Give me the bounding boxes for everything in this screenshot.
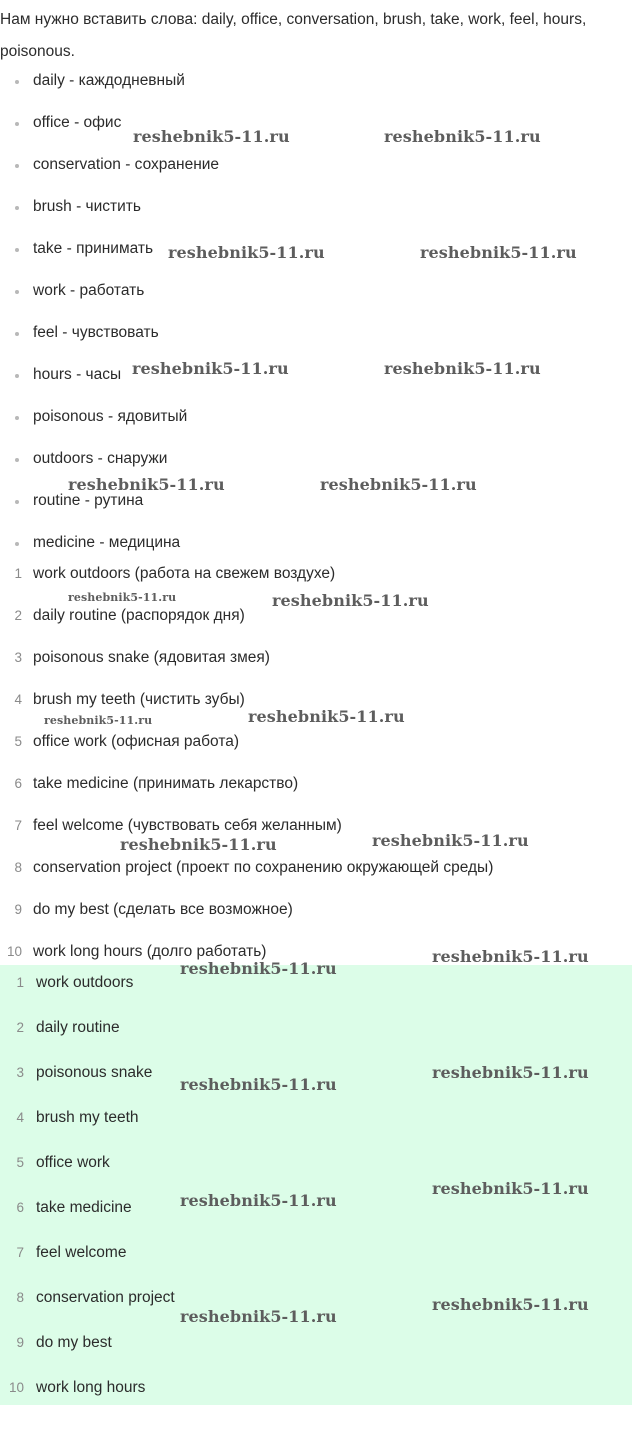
vocabulary-item: take - принимать [33,240,154,257]
watermark: reshebnik5-11.ru [180,1075,337,1094]
vocabulary-item: hours - часы [33,366,122,383]
answer-text: work outdoors [36,974,134,991]
bullet-icon [15,332,19,336]
item-number: 5 [16,1155,24,1170]
phrase-text: do my best (сделать все возможное) [33,901,293,918]
watermark: reshebnik5-11.ru [68,475,225,494]
vocabulary-item: office - офис [33,114,122,131]
phrase-text: poisonous snake (ядовитая змея) [33,649,270,666]
watermark: reshebnik5-11.ru [272,591,429,610]
watermark: reshebnik5-11.ru [320,475,477,494]
bullet-icon [15,206,19,210]
watermark: reshebnik5-11.ru [248,707,405,726]
vocabulary-item: daily - каждодневный [33,72,185,89]
bullet-icon [15,80,19,84]
watermark: reshebnik5-11.ru [132,359,289,378]
bullet-icon [15,122,19,126]
item-number: 8 [16,1290,24,1305]
item-number: 2 [14,608,22,623]
answer-text: poisonous snake [36,1064,153,1081]
watermark: reshebnik5-11.ru [68,591,177,604]
vocabulary-item: outdoors - снаружи [33,450,168,467]
item-number: 4 [14,692,22,707]
vocabulary-item: conservation - сохранение [33,156,220,173]
phrase-text: brush my teeth (чистить зубы) [33,691,245,708]
bullet-icon [15,290,19,294]
bullet-icon [15,542,19,546]
phrase-text: work long hours (долго работать) [33,943,267,960]
vocabulary-item: feel - чувствовать [33,324,159,341]
item-number: 1 [16,975,24,990]
watermark: reshebnik5-11.ru [180,1307,337,1326]
watermark: reshebnik5-11.ru [120,835,277,854]
bullet-icon [15,500,19,504]
item-number: 7 [16,1245,24,1260]
answer-text: daily routine [36,1019,120,1036]
vocabulary-item: brush - чистить [33,198,141,215]
watermark: reshebnik5-11.ru [180,959,337,978]
answer-text: feel welcome [36,1244,127,1261]
phrase-text: conservation project (проект по сохранению окружающей среды) [33,859,494,876]
vocabulary-item: medicine - медицина [33,534,181,551]
item-number: 4 [16,1110,24,1125]
watermark: reshebnik5-11.ru [180,1191,337,1210]
item-number: 9 [16,1335,24,1350]
watermark: reshebnik5-11.ru [44,714,153,727]
item-number: 6 [14,776,22,791]
item-number: 8 [14,860,22,875]
phrase-text: work outdoors (работа на свежем воздухе) [33,565,336,582]
phrase-text: take medicine (принимать лекарство) [33,775,299,792]
item-number: 10 [8,1380,24,1395]
watermark: reshebnik5-11.ru [432,947,589,966]
bullet-icon [15,416,19,420]
bullet-icon [15,374,19,378]
vocabulary-item: poisonous - ядовитый [33,408,188,425]
item-number: 2 [16,1020,24,1035]
intro-text: Нам нужно вставить слова: daily, office, conversation, brush, take, work, feel, hours, poisonous. [0,11,587,60]
item-number: 3 [14,650,22,665]
watermark: reshebnik5-11.ru [384,127,541,146]
bullet-icon [15,248,19,252]
item-number: 1 [14,566,22,581]
vocabulary-item: work - работать [33,282,145,299]
answer-text: work long hours [36,1379,146,1396]
item-number: 5 [14,734,22,749]
watermark: reshebnik5-11.ru [432,1063,589,1082]
bullet-icon [15,458,19,462]
watermark: reshebnik5-11.ru [432,1179,589,1198]
answer-text: conservation project [36,1289,175,1306]
item-number: 7 [14,818,22,833]
item-number: 10 [6,944,22,959]
vocabulary-item: routine - рутина [33,492,144,509]
watermark: reshebnik5-11.ru [420,243,577,262]
watermark: reshebnik5-11.ru [384,359,541,378]
watermark: reshebnik5-11.ru [432,1295,589,1314]
watermark: reshebnik5-11.ru [133,127,290,146]
answer-text: office work [36,1154,110,1171]
watermark: reshebnik5-11.ru [372,831,529,850]
phrase-text: office work (офисная работа) [33,733,240,750]
bullet-icon [15,164,19,168]
answer-text: do my best [36,1334,112,1351]
item-number: 6 [16,1200,24,1215]
answer-text: take medicine [36,1199,132,1216]
answer-text: brush my teeth [36,1109,139,1126]
item-number: 9 [14,902,22,917]
phrase-text: daily routine (распорядок дня) [33,607,245,624]
phrase-text: feel welcome (чувствовать себя желанным) [33,817,342,834]
watermark: reshebnik5-11.ru [168,243,325,262]
item-number: 3 [16,1065,24,1080]
